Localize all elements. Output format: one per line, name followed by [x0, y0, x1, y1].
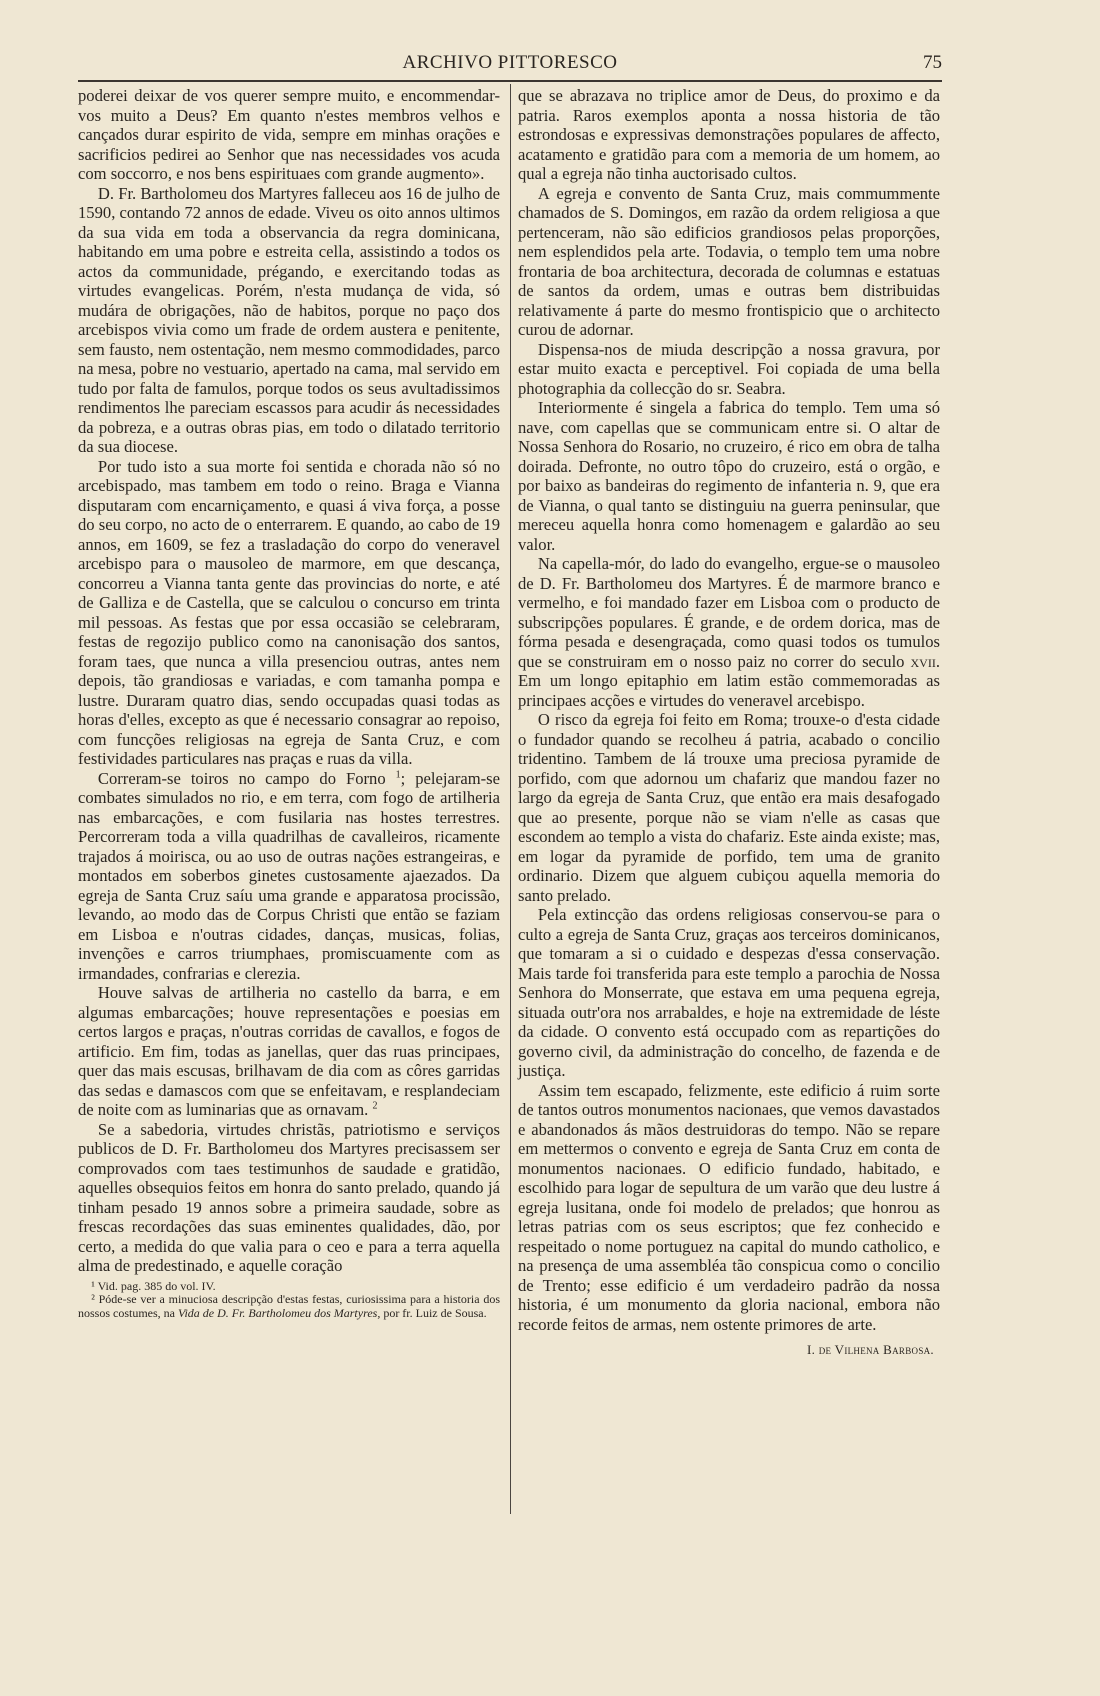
page-number: 75: [923, 52, 942, 73]
paragraph: A egreja e convento de Santa Cruz, mais commummente chamados de S. Domingos, em razão da ordem religiosa a que pertenceram, não são edificios grandiosos pelas proporções, nem esplendidos pela arte. Todavia, o templo tem uma nobre frontaria de boa architectura, decorada de columnas e estatuas de santos da ordem, umas e outras bem distribuidas relativamente á parte do mesmo frontispicio que o architecto curou de adornar.: [518, 183, 940, 339]
footnotes: [78, 1280, 500, 1321]
paragraph-text: Houve salvas de artilheria no castello da barra, e em algumas embarcações; houve representações e poesias em certos largos e praças, n'outras corridas de cavallos, e fogos de artificio. Em fim, todas as janellas, quer das ruas principaes, quer das mais escusas, brilhavam de dia com as côres garridas das sedas e damascos com que se enfeitavam, e resplandeciam de noite com as luminarias que as ornavam.: [78, 983, 500, 1119]
footnote: [78, 1280, 500, 1294]
paragraph: [518, 554, 940, 710]
paragraph-text: ; pelejaram-se combates simulados no rio, e em terra, com fogo de artilheria nas embarcações, e com fusilaria nas hostes terrestres. Percorreram toda a villa quadrilhas de cavalleiros, ricamente trajados á moirisca, ou ao uso de outras nações estrangeiras, e montados em soberbos ginetes custosamente ajaezados. Da egreja de Santa Cruz saíu uma grande e apparatosa procissão, levando, ao modo das de Corpus Christi que então se faziam em Lisboa e n'outras cidades, danças, musicas, folias, invenções e carros triumphaes, promiscuamente com as irmandades, confrarias e clerezia.: [78, 768, 500, 983]
footnote-ref[interactable]: 2: [372, 1100, 378, 1112]
journal-title: ARCHIVO PITTORESCO: [402, 52, 618, 73]
paragraph: Pela extincção das ordens religiosas conservou-se para o culto a egreja de Santa Cruz, graças aos terceiros dominicanos, que tomaram a si o cuidado e despezas d'essa conservação. Mais tarde foi transferida para este templo a parochia de Nossa Senhora do Monserrate, que estava em uma pequena egreja, situada outr'ora nos arrabaldes, e hoje na extremidade de léste da cidade. O convento está occupado com as repartições do governo civil, da administração do concelho, de fazenda e de justiça.: [518, 905, 940, 1080]
paragraph: Dispensa-nos de miuda descripção a nossa gravura, por estar muito exacta e perceptivel. Foi copiada de uma bella photographia da collecção do sr. Seabra.: [518, 339, 940, 398]
paragraph: [78, 983, 500, 1120]
paragraph-text: Na capella-mór, do lado do evangelho, ergue-se o mausoleo de D. Fr. Bartholomeu dos Martyres. É de marmore branco e vermelho, e foi mandado fazer em Lisboa com o producto de subscripções populares. É grande, e de ordem dorica, mas de fórma pesada e desengraçada, como quasi todos os tumulos que se construiram em o nosso paiz no correr do seculo: [518, 554, 940, 671]
footnote-number: ²: [91, 1292, 95, 1306]
left-column: [78, 86, 500, 1320]
paragraph-text: . Em um longo epitaphio em latim estão commemoradas as principaes acções e virtudes do veneravel arcebispo.: [518, 651, 940, 710]
paragraph: D. Fr. Bartholomeu dos Martyres falleceu aos 16 de julho de 1590, contando 72 annos de edade. Viveu os oito annos ultimos da sua vida em toda a observancia da regra dominicana, habitando em uma pobre e estreita cella, assistindo a todos os actos da communidade, prégando, e exercitando todas as virtudes evangelicas. Porém, n'esta mudança de vida, só mudára de obrigações, não de habitos, porque no paço dos arcebispos vivia como um frade de ordem austera e penitente, sem fausto, nem ostentação, nem mesmo commodidades, parco na mesa, pobre no vestuario, apertado na cama, mal servido em tudo por falta de famulos, porque todos os seus avultadissimos rendimentos lhe pareciam escassos para acudir ás necessidades da pobreza, e a outras obras pias, em todo o dilatado territorio da sua diocese.: [78, 183, 500, 456]
footnote: [78, 1293, 500, 1320]
paragraph: Interiormente é singela a fabrica do templo. Tem uma só nave, com capellas que se communicam entre si. O altar de Nossa Senhora do Rosario, no cruzeiro, é rico em obra de talha doirada. Defronte, no outro tôpo do cruzeiro, está o orgão, e por baixo as bandeiras do regimento de infanteria n. 9, que era de Vianna, o qual tanto se distinguiu na guerra peninsular, que mereceu aquella honra como homenagem e galardão ao seu valor.: [518, 398, 940, 554]
column-divider: [510, 84, 511, 1514]
author-signature: I. de Vilhena Barbosa.: [806, 1342, 934, 1357]
footnote-text: Vid. pag. 385 do vol. IV.: [97, 1278, 216, 1293]
running-header: [78, 52, 942, 78]
century-numeral: xvii: [910, 651, 936, 671]
paragraph: poderei deixar de vos querer sempre muito, e encommendar-vos muito a Deus? Em quanto n'estes membros velhos e cançados durar espirito de vida, sempre em minhas orações e sacrificios pedirei ao Senhor que nas necessidades vos acuda com soccorro, e nos bens espirituaes com grande augmento».: [78, 86, 500, 183]
paragraph: Assim tem escapado, felizmente, este edificio á ruim sorte de tantos outros monumentos nacionaes, que vemos davastados e abandonados ás mãos destruidoras do tempo. Não se repare em mettermos o convento e egreja de Santa Cruz em conta de monumentos nacionaes. O edificio fundado, habitado, e escolhido para logar de sepultura de um varão que deu lustre á egreja lusitana, onde foi modelo de prelados; que honrou as letras patrias com os seus escriptos; que fez conhecido e respeitado o nome portuguez na capital do mundo catholico, e na presença de uma assembléa tão conspicua como o concilio de Trento; esse edificio é um verdadeiro padrão da nossa historia, é um monumento da gloria nacional, embora não recorde feitos de armas, nem ostente primores de arte.: [518, 1080, 940, 1334]
right-column: [518, 86, 940, 1360]
footnote-text: Póde-se ver a minuciosa descripção d'estas festas, curiosissima para a historia dos nossos costumes, na: [78, 1292, 501, 1320]
footnote-ref[interactable]: 1: [395, 768, 401, 780]
paragraph: que se abrazava no triplice amor de Deus, do proximo e da patria. Raros exemplos aponta a nossa historia de tão estrondosas e expressivas demonstrações populares de affecto, acatamento e gratidão para com a memoria de um homem, ao qual a egreja não tinha auctorisado cultos.: [518, 86, 940, 183]
footnote-text: por fr. Luiz de Sousa.: [383, 1305, 487, 1320]
footnote-book-title: Vida de D. Fr. Bartholomeu dos Martyres,: [178, 1305, 381, 1320]
header-rule: [78, 80, 942, 82]
paragraph: Se a sabedoria, virtudes christãs, patriotismo e serviços publicos de D. Fr. Bartholomeu dos Martyres precisassem ser comprovados com taes testimunhos de saudade e gratidão, aquelles obsequios feitos em honra do santo prelado, quando já tinham pesado 19 annos sobre a primeira saudade, sobre as frescas recordações das suas eminentes qualidades, dão, por certo, a medida do que valia para o ceo e para a terra aquella alma de predestinado, e aquelle coração: [78, 1119, 500, 1275]
footnote-number: ¹: [91, 1278, 95, 1293]
paragraph: O risco da egreja foi feito em Roma; trouxe-o d'esta cidade o fundador quando se recolheu á patria, acabado o concilio tridentino. Tambem de lá trouxe uma preciosa pyramide de porfido, com que adornou um chafariz que mandou fazer no largo da egreja de Santa Cruz, que então era mais desafogado que ao presente, porque não se viam n'elle as casas que escondem ao templo a vista do chafariz. Este ainda existe; mas, em logar da pyramide de porfido, tem uma de granito ordinario. Dizem que alguem cubiçou aquella memoria do santo prelado.: [518, 710, 940, 905]
paragraph: [78, 769, 500, 984]
paragraph: Por tudo isto a sua morte foi sentida e chorada não só no arcebispado, mas tambem em todo o reino. Braga e Vianna disputaram com encarniçamento, e quasi á viva força, a posse do seu corpo, no acto de o enterrarem. E quando, ao cabo de 19 annos, em 1609, se fez a trasladação do corpo do veneravel arcebispo para o mausoleo de marmore, em que descança, concorreu a Vianna tanta gente das provincias do norte, e até de Galliza e de Castella, que se calculou o concurso em trinta mil pessoas. As festas que por essa occasião se celebraram, festas de regozijo publico como na canonisação dos santos, foram taes, que nunca a villa presenciou outras, antes nem depois, tão grandiosas e variadas, e com tamanha pompa e lustre. Duraram quatro dias, sendo occupadas quasi todas as horas d'elles, excepto as que é necessario consagrar ao repoiso, com funcções religiosas na egreja de Santa Cruz, e com festividades particulares nas praças e ruas da villa.: [78, 456, 500, 768]
paragraph-text: Correram-se toiros no campo do Forno: [97, 768, 386, 788]
